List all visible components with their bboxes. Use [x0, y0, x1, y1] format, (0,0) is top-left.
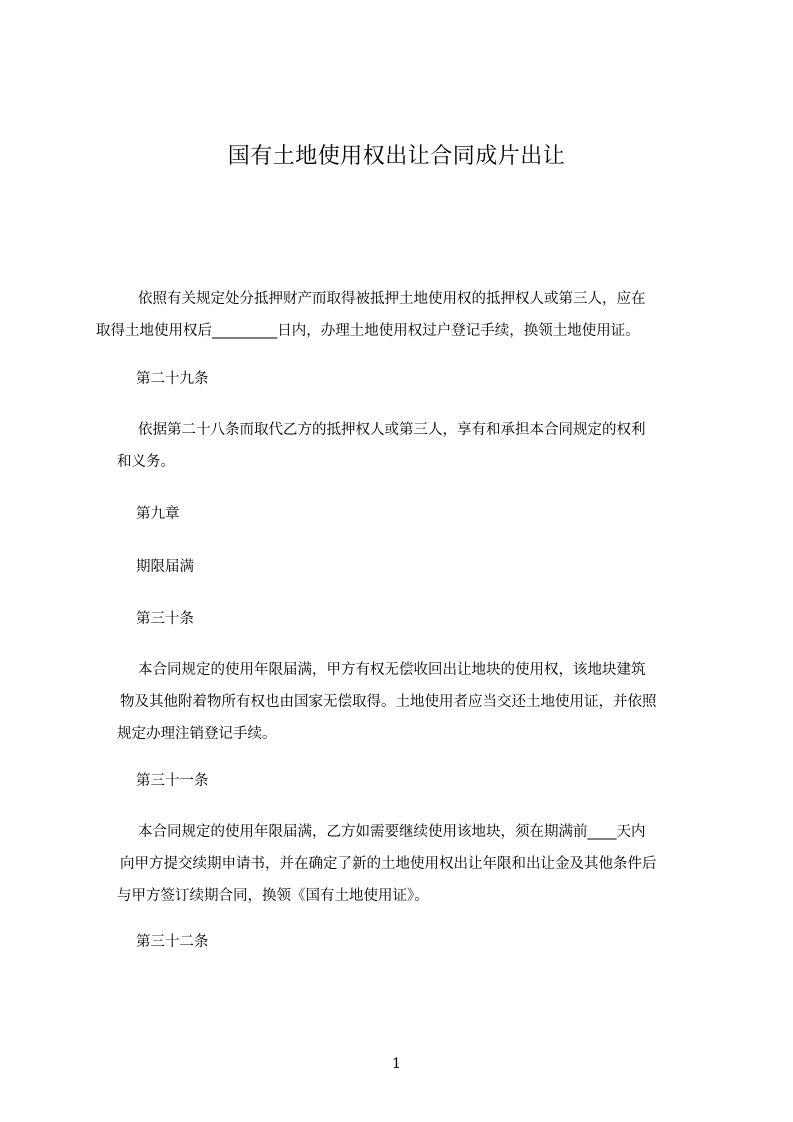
- paragraph-line: 取得土地使用权后_________日内，办理土地使用权过户登记手续，换领土地使用证。: [96, 323, 640, 339]
- paragraph-article-29: [117, 414, 702, 478]
- paragraph-line: 与甲方签订续期合同，换领《国有土地使用证》。: [117, 888, 429, 904]
- page-number: 1: [392, 1056, 401, 1072]
- paragraph-line: 规定办理注销登记手续。: [117, 726, 277, 742]
- article-heading-32: 第三十二条: [136, 934, 209, 950]
- paragraph-article-30: [117, 654, 702, 750]
- paragraph-line: 依据第二十八条而取代乙方的抵押权人或第三人，享有和承担本合同规定的权利: [138, 422, 646, 438]
- article-heading-30: 第三十条: [136, 611, 194, 627]
- paragraph-line: 物及其他附着物所有权也由国家无偿取得。土地使用者应当交还土地使用证，并依照: [120, 694, 657, 710]
- document-title: 国有土地使用权出让合同成片出让: [227, 144, 566, 169]
- paragraph-article-31: [117, 816, 702, 912]
- paragraph-line: 依照有关规定处分抵押财产而取得被抵押土地使用权的抵押权人或第三人，应在: [138, 291, 646, 307]
- paragraph-line: 本合同规定的使用年限届满，甲方有权无偿收回出让地块的使用权，该地块建筑: [138, 662, 646, 678]
- article-heading-29: 第二十九条: [136, 371, 209, 387]
- chapter-title-term-expiry: 期限届满: [136, 559, 194, 575]
- paragraph-line: 和义务。: [117, 454, 175, 470]
- paragraph-line: 向甲方提交续期申请书，并在确定了新的土地使用权出让年限和出让金及其他条件后: [120, 856, 657, 872]
- chapter-heading-9: 第九章: [136, 506, 180, 522]
- article-heading-31: 第三十一条: [136, 773, 209, 789]
- paragraph-line: 本合同规定的使用年限届满，乙方如需要继续使用该地块，须在期满前____天内: [138, 824, 646, 840]
- paragraph-mortgage-transfer: [96, 283, 702, 347]
